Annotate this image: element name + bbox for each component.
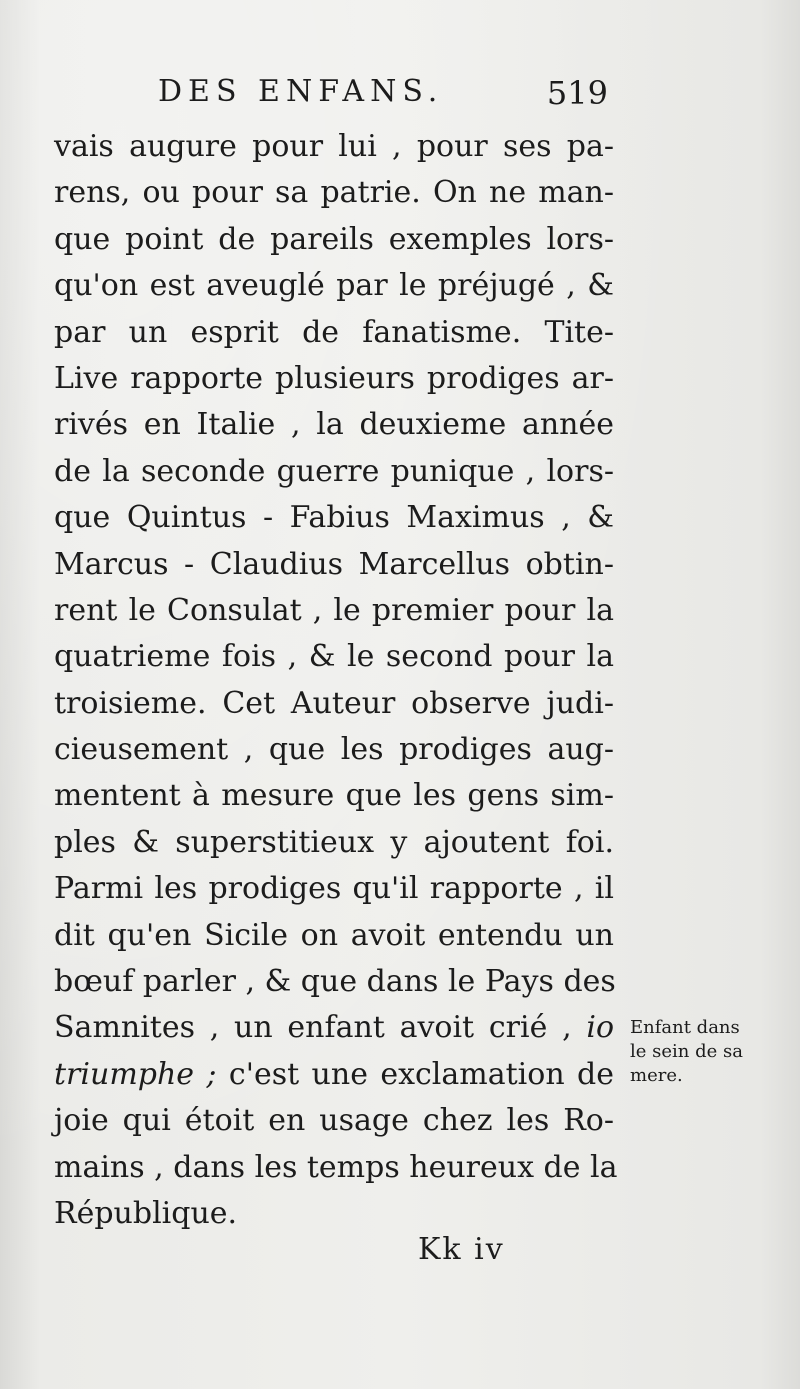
marginal-note bbox=[630, 1016, 780, 1088]
text-line: rent le Consulat , le premier pour la bbox=[54, 592, 614, 628]
text-line: ples & superstitieux y ajoutent foi. bbox=[54, 824, 614, 860]
text-line: vais augure pour lui , pour ses pa- bbox=[54, 129, 614, 164]
text-line: par un esprit de fanatisme. Tite- bbox=[54, 314, 614, 350]
italic-text: io bbox=[586, 1010, 614, 1046]
text-line: joie qui étoit en usage chez les Ro- bbox=[54, 1103, 614, 1139]
text-line: mains , dans les temps heureux de la bbox=[54, 1149, 618, 1185]
marginal-note-line: Enfant dans bbox=[630, 1017, 740, 1038]
running-head bbox=[158, 74, 608, 114]
text-line: Parmi les prodiges qu'il rapporte , il bbox=[54, 871, 614, 907]
text-segment: c'est une exclamation de bbox=[216, 1056, 614, 1092]
text-line: troisieme. Cet Auteur observe judi- bbox=[54, 685, 614, 721]
text-line: de la seconde guerre punique , lors- bbox=[54, 453, 614, 489]
text-line: qu'on est aveuglé par le préjugé , & bbox=[54, 268, 614, 304]
text-line: que Quintus - Fabius Maximus , & bbox=[54, 500, 614, 536]
text-line: quatrieme fois , & le second pour la bbox=[54, 639, 614, 675]
marginal-note-line: mere. bbox=[630, 1065, 683, 1086]
text-line: bœuf parler , & que dans le Pays des bbox=[54, 964, 616, 1000]
text-line-with-italic bbox=[54, 1005, 614, 1051]
text-line: Live rapporte plusieurs prodiges ar- bbox=[54, 360, 614, 396]
body-text bbox=[54, 124, 618, 1237]
text-line: mentent à mesure que les gens sim- bbox=[54, 778, 614, 814]
text-line: rivés en Italie , la deuxieme année bbox=[54, 407, 614, 443]
signature-mark: Kk iv bbox=[418, 1232, 505, 1267]
marginal-note-line: le sein de sa bbox=[630, 1041, 743, 1062]
text-line: rens, ou pour sa patrie. On ne man- bbox=[54, 175, 614, 211]
text-line: Marcus - Claudius Marcellus obtin- bbox=[54, 546, 614, 582]
italic-text: triumphe ; bbox=[54, 1056, 217, 1092]
text-segment: Samnites , un enfant avoit crié , bbox=[54, 1010, 587, 1046]
running-head-title: DES ENFANS. bbox=[158, 74, 444, 109]
text-line: République. bbox=[54, 1195, 238, 1231]
text-line: que point de pareils exemples lors- bbox=[54, 221, 614, 257]
text-line: dit qu'en Sicile on avoit entendu un bbox=[54, 917, 614, 953]
text-line-with-italic bbox=[54, 1052, 614, 1098]
text-line: cieusement , que les prodiges aug- bbox=[54, 732, 614, 768]
page-number: 519 bbox=[546, 74, 608, 112]
